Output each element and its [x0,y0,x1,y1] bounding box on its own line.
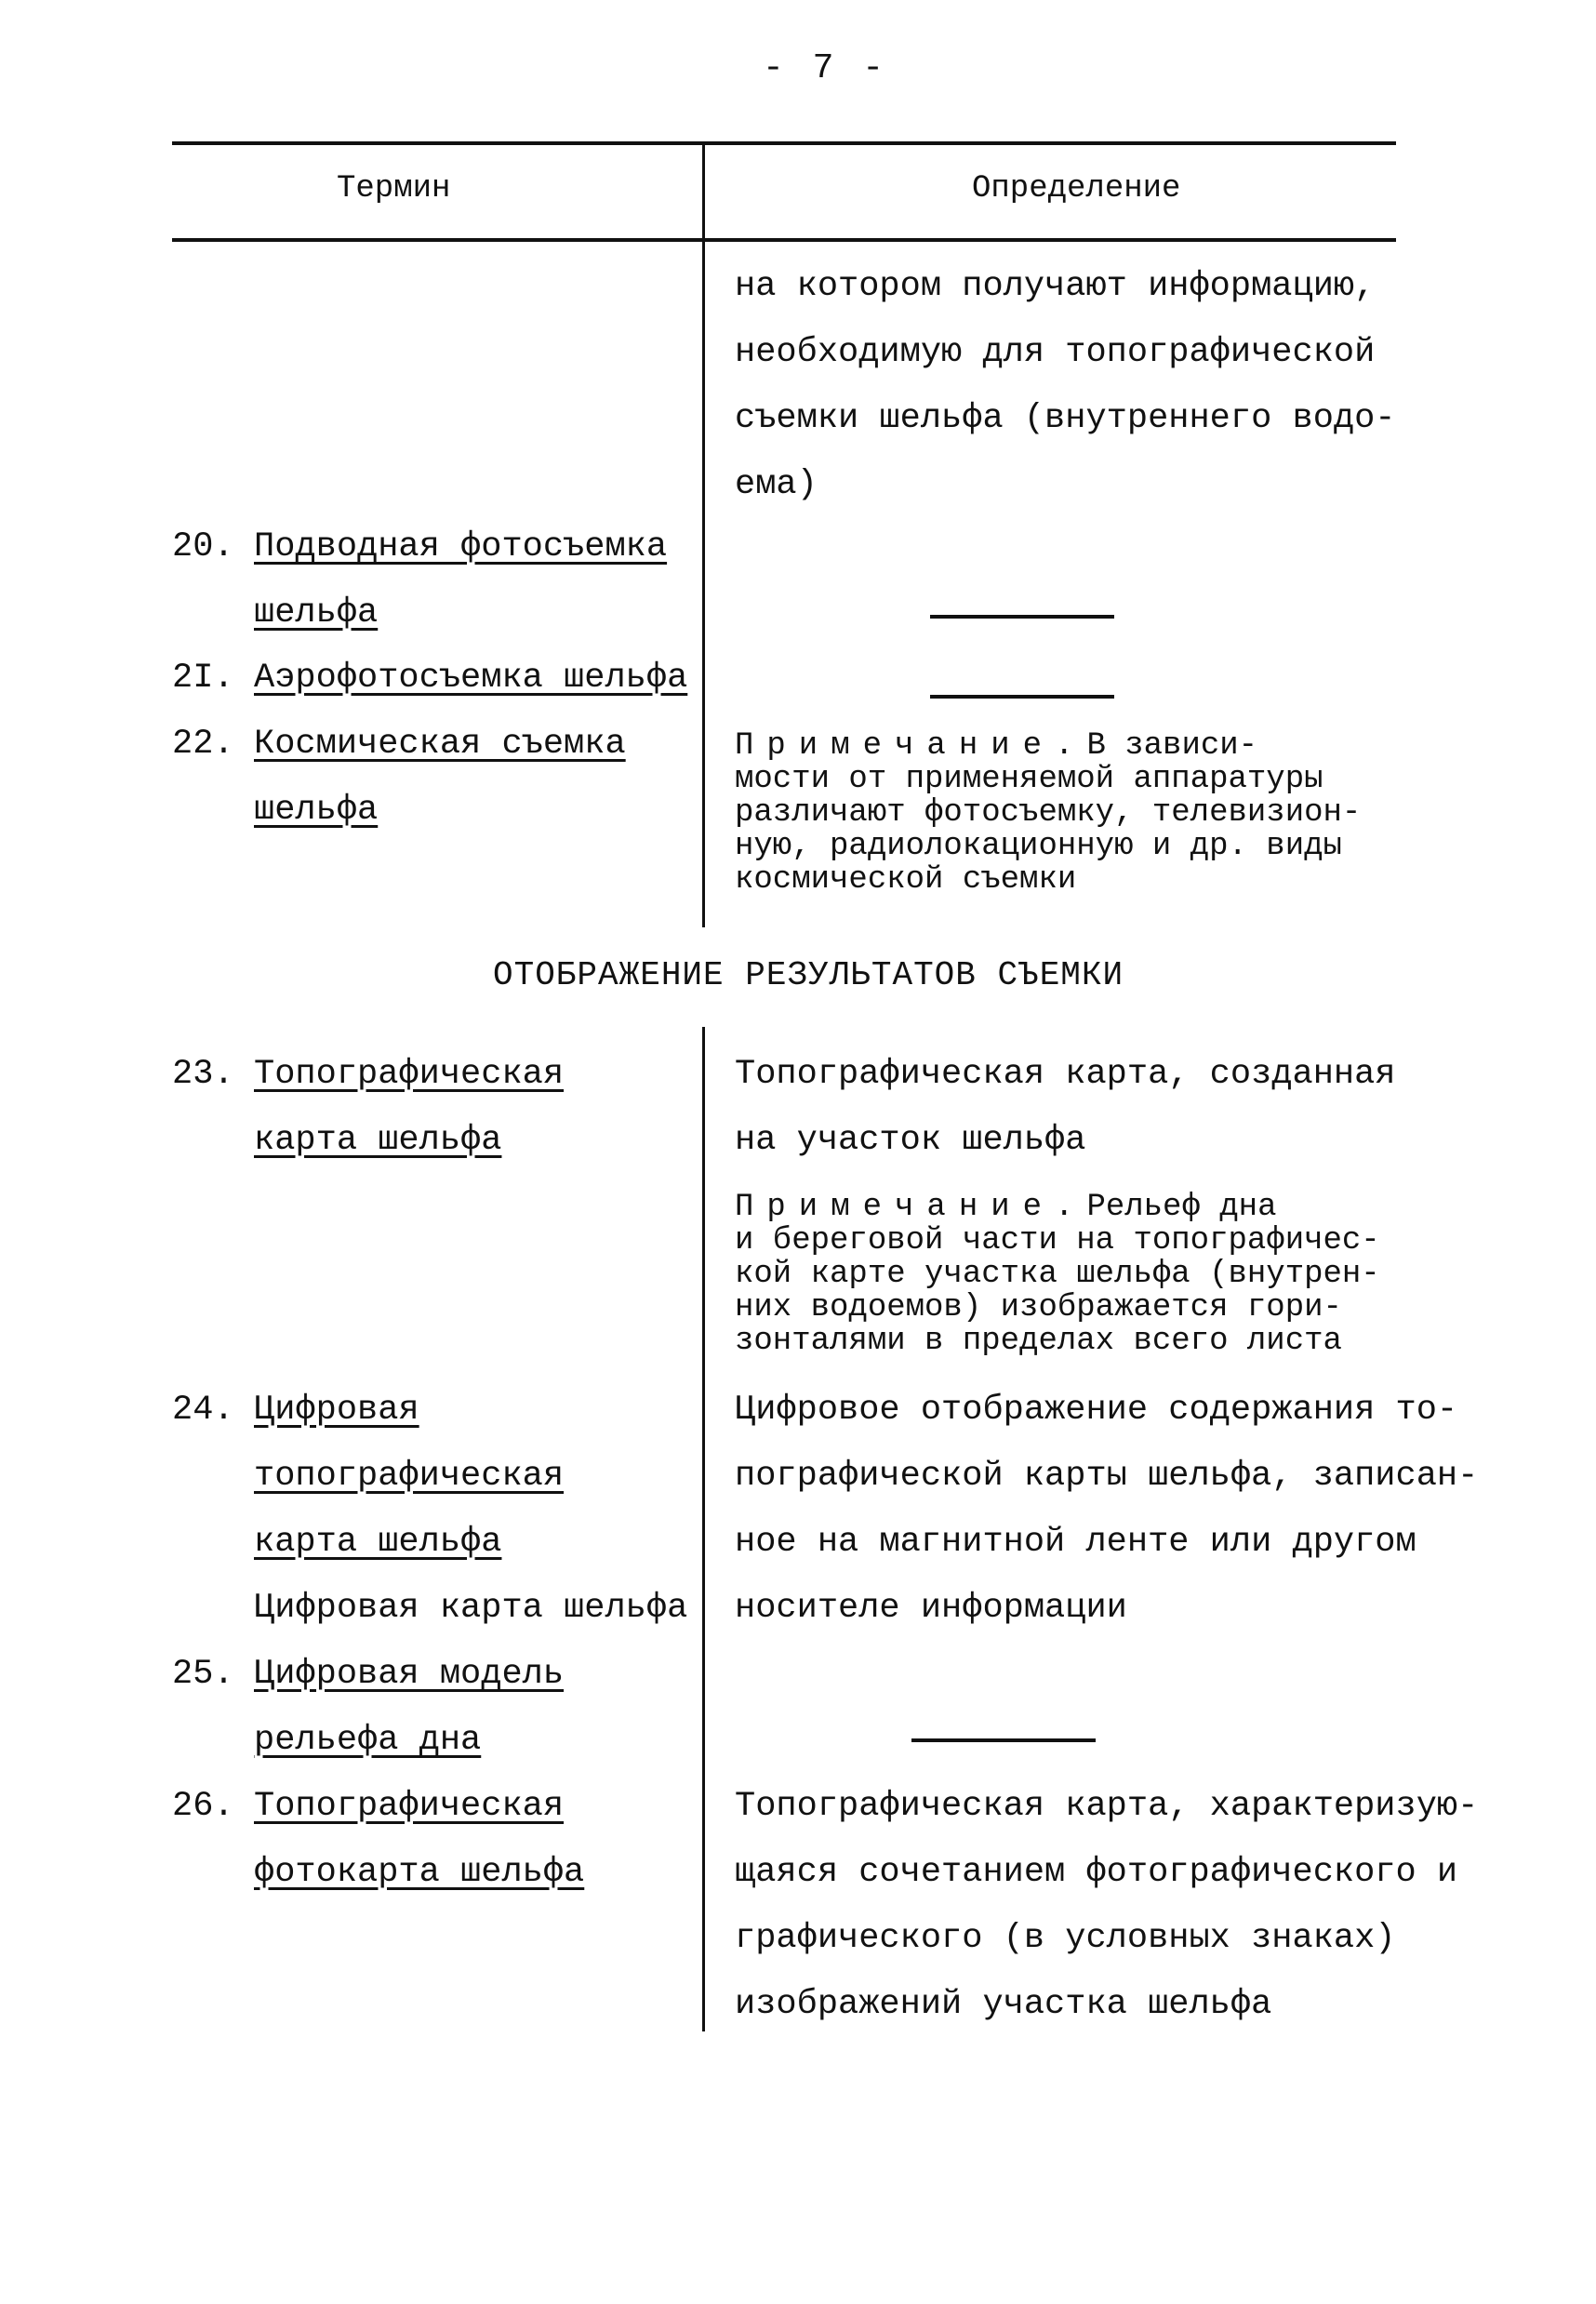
page-number: - 7 - [763,48,888,88]
definition-26: Топографическая карта, характеризую- щаяся сочетанием фотографического и графического (в условных знаках) изображений участка шельфа [735,1787,1479,2024]
term-24-line-1: Цифровая [254,1391,419,1430]
term-20-line-2: шельфа [254,593,379,633]
term-24-line-2: топографическая [254,1457,565,1496]
note-23-label: Примечание. [735,1190,1087,1225]
entry-number-25: 25. [172,1655,234,1694]
term-25-line-2: рельефа дна [254,1721,482,1760]
column-header-definition: Определение [972,171,1181,206]
note-22-label: Примечание. [735,728,1087,764]
term-23-line-1: Топографическая [254,1055,565,1094]
column-divider-lower [702,1027,705,2031]
term-24-line-3: карта шельфа [254,1523,502,1562]
term-26-line-1: Топографическая [254,1787,565,1826]
note-22: Примечание.В зависи- мости от применяемой аппаратуры различают фотосъемку, телевизион- ную, радиолокационную и др. виды космической съемки [735,728,1362,898]
column-divider-upper [702,141,705,927]
header-top-rule [172,141,1396,145]
entry-number-22: 22. [172,725,234,764]
term-22-line-1: Космическая съемка [254,725,626,764]
definition-23: Топографическая карта, созданная на участок шельфа [735,1055,1396,1160]
column-header-term: Термин [337,171,451,206]
entry-number-26: 26. [172,1787,234,1826]
header-bottom-rule [172,238,1396,242]
section-heading: ОТОБРАЖЕНИЕ РЕЗУЛЬТАТОВ СЪЕМКИ [493,956,1124,994]
entry-number-23: 23. [172,1055,234,1094]
term-24-synonym: Цифровая карта шельфа [254,1589,688,1628]
term-20-line-1: Подводная фотосъемка [254,527,668,566]
definition-24: Цифровое отображение содержания то- пографической карты шельфа, записан- ное на магнитной ленте или другом носителе информации [735,1391,1479,1628]
dash-definition-21 [930,695,1114,699]
entry-number-20: 20. [172,527,234,566]
dash-definition-20 [930,615,1114,619]
term-25-line-1: Цифровая модель [254,1655,565,1694]
dash-definition-25 [911,1738,1096,1742]
term-22-line-2: шельфа [254,791,379,830]
note-23: Примечание.Рельеф дна и береговой части на топографичес- кой карте участка шельфа (внутрен- них водоемов) изображается гори- зонталями в пределах всего листа [735,1190,1380,1359]
entry-number-21: 2I. [172,659,234,698]
term-26-line-2: фотокарта шельфа [254,1853,585,1892]
entry-number-24: 24. [172,1391,234,1430]
term-23-line-2: карта шельфа [254,1121,502,1160]
definition-continuation: на котором получают информацию, необходимую для топографической съемки шельфа (внутреннего водо- ема) [735,267,1396,504]
term-21-line-1: Аэрофотосъемка шельфа [254,659,688,698]
